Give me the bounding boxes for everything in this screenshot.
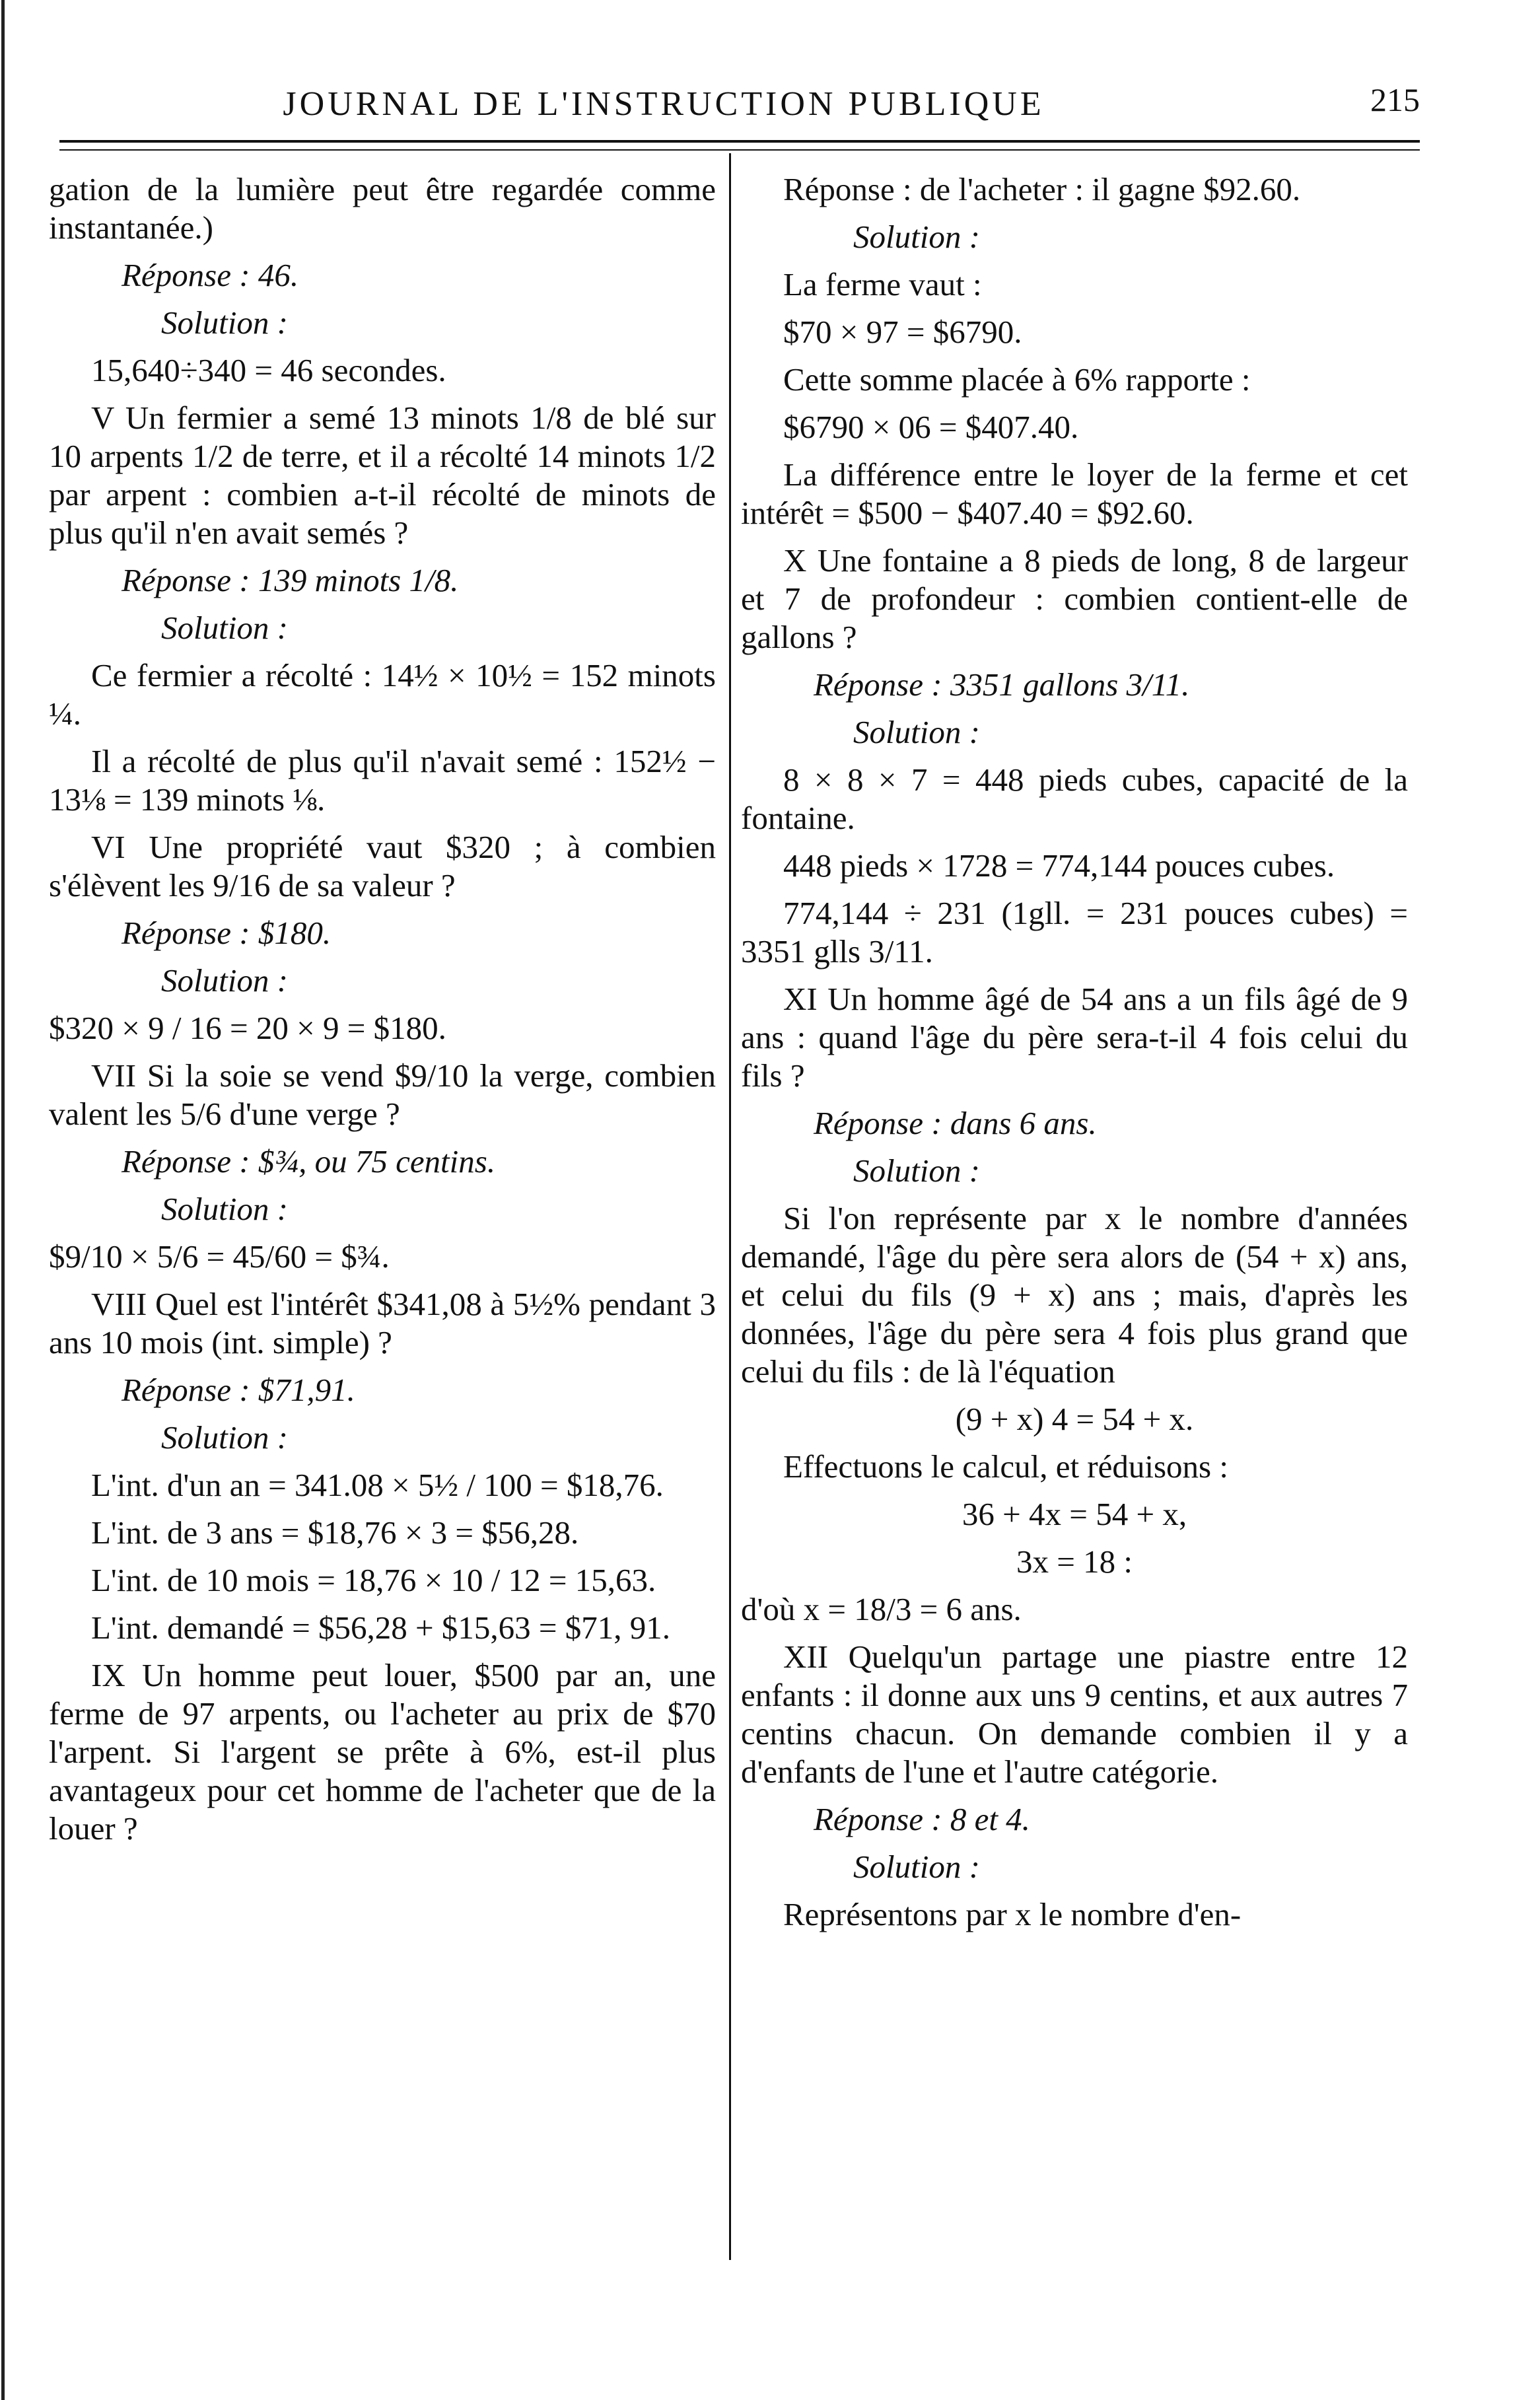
paragraph: VI Une propriété vaut $320 ; à combien s'élèvent les 9/16 de sa valeur ?: [49, 829, 716, 903]
paragraph: Solution :: [853, 1152, 980, 1189]
paragraph: Représentons par x le nombre d'en-: [783, 1896, 1242, 1932]
paragraph: Réponse : $¾, ou 75 centins.: [122, 1143, 496, 1180]
paragraph: 3x = 18 :: [1016, 1543, 1133, 1580]
paragraph: $70 × 97 = $6790.: [783, 314, 1022, 350]
paragraph: V Un fermier a semé 13 minots 1/8 de blé sur 10 arpents 1/2 de terre, et il a récolté 14 minots 1/2 par arpent : combien a-t-il récolté de minots de plus qu'il n'en avait semés ?: [49, 400, 716, 551]
page-number: 215: [1370, 81, 1420, 118]
header-rule: [59, 140, 1420, 143]
paragraph: $9/10 × 5/6 = 45/60 = $¾.: [49, 1238, 390, 1275]
paragraph: VII Si la soie se vend $9/10 la verge, combien valent les 5/6 d'une verge ?: [49, 1057, 716, 1132]
paragraph: Réponse : $71,91.: [122, 1372, 355, 1408]
paragraph: $6790 × 06 = $407.40.: [783, 409, 1079, 445]
header-rule-thin: [59, 149, 1420, 151]
paragraph: Réponse : 8 et 4.: [814, 1801, 1030, 1837]
paragraph: 448 pieds × 1728 = 774,144 pouces cubes.: [783, 847, 1335, 884]
running-title: JOURNAL DE L'INSTRUCTION PUBLIQUE: [283, 85, 1045, 123]
paragraph: L'int. de 10 mois = 18,76 × 10 / 12 = 15,63.: [91, 1562, 656, 1598]
paragraph: d'où x = 18/3 = 6 ans.: [741, 1591, 1022, 1627]
paragraph: gation de la lumière peut être regardée comme instantanée.): [49, 171, 716, 246]
paragraph: Il a récolté de plus qu'il n'avait semé : 152½ − 13⅛ = 139 minots ⅛.: [49, 743, 716, 818]
paragraph: L'int. d'un an = 341.08 × 5½ / 100 = $18,76.: [91, 1467, 664, 1503]
paragraph: Solution :: [161, 962, 288, 999]
paragraph: XII Quelqu'un partage une piastre entre 12 enfants : il donne aux uns 9 centins, et aux autres 7 centins chacun. On demande combien il y a d'enfants de l'une et l'autre catégorie.: [741, 1639, 1408, 1790]
paragraph: Réponse : 46.: [122, 257, 299, 293]
paragraph: (9 + x) 4 = 54 + x.: [955, 1401, 1194, 1437]
paragraph: Effectuons le calcul, et réduisons :: [783, 1448, 1228, 1485]
paragraph: 8 × 8 × 7 = 448 pieds cubes, capacité de la fontaine.: [741, 761, 1408, 836]
left-column: [49, 170, 716, 1857]
paragraph: La différence entre le loyer de la ferme et cet intérêt = $500 − $407.40 = $92.60.: [741, 456, 1408, 531]
paragraph: Réponse : 139 minots 1/8.: [122, 562, 459, 598]
paragraph: La ferme vaut :: [783, 266, 982, 302]
paragraph: L'int. de 3 ans = $18,76 × 3 = $56,28.: [91, 1514, 579, 1551]
paragraph: VIII Quel est l'intérêt $341,08 à 5½% pendant 3 ans 10 mois (int. simple) ?: [49, 1286, 716, 1360]
paragraph: Solution :: [161, 304, 288, 341]
paragraph: 15,640÷340 = 46 secondes.: [91, 352, 446, 388]
paragraph: L'int. demandé = $56,28 + $15,63 = $71, 91.: [91, 1609, 670, 1646]
paragraph: IX Un homme peut louer, $500 par an, une ferme de 97 arpents, ou l'acheter au prix de $70 l'arpent. Si l'argent se prête à 6%, est-il plus avantageux pour cet homme de l'acheter que de la louer ?: [49, 1657, 716, 1847]
page-edge-line: [1, 0, 5, 2400]
paragraph: Solution :: [161, 1419, 288, 1456]
paragraph: Solution :: [853, 1849, 980, 1885]
paragraph: Réponse : de l'acheter : il gagne $92.60.: [783, 171, 1301, 207]
paragraph: 36 + 4x = 54 + x,: [962, 1496, 1187, 1532]
column-divider: [729, 153, 731, 2260]
paragraph: X Une fontaine a 8 pieds de long, 8 de largeur et 7 de profondeur : combien contient-elle de gallons ?: [741, 542, 1408, 655]
paragraph: Si l'on représente par x le nombre d'années demandé, l'âge du père sera alors de (54 + x) ans, et celui du fils (9 + x) ans ; mais, d'après les données, l'âge du père sera 4 fois plus grand que celui du fils : de là l'équation: [741, 1200, 1408, 1390]
paragraph: $320 × 9 / 16 = 20 × 9 = $180.: [49, 1010, 446, 1046]
paragraph: Ce fermier a récolté : 14½ × 10½ = 152 minots ¼.: [49, 657, 716, 732]
page-header: [59, 71, 1420, 131]
paragraph: Solution :: [161, 1191, 288, 1227]
paragraph: Cette somme placée à 6% rapporte :: [783, 361, 1251, 398]
paragraph: Solution :: [853, 219, 980, 255]
paragraph: 774,144 ÷ 231 (1gll. = 231 pouces cubes) = 3351 glls 3/11.: [741, 895, 1408, 970]
paragraph: XI Un homme âgé de 54 ans a un fils âgé de 9 ans : quand l'âge du père sera-t-il 4 fois celui du fils ?: [741, 981, 1408, 1094]
right-column: [741, 170, 1408, 1943]
paragraph: Réponse : 3351 gallons 3/11.: [814, 666, 1190, 703]
paragraph: Solution :: [161, 610, 288, 646]
paragraph: Solution :: [853, 714, 980, 750]
paragraph: Réponse : dans 6 ans.: [814, 1105, 1097, 1141]
paragraph: Réponse : $180.: [122, 915, 332, 951]
